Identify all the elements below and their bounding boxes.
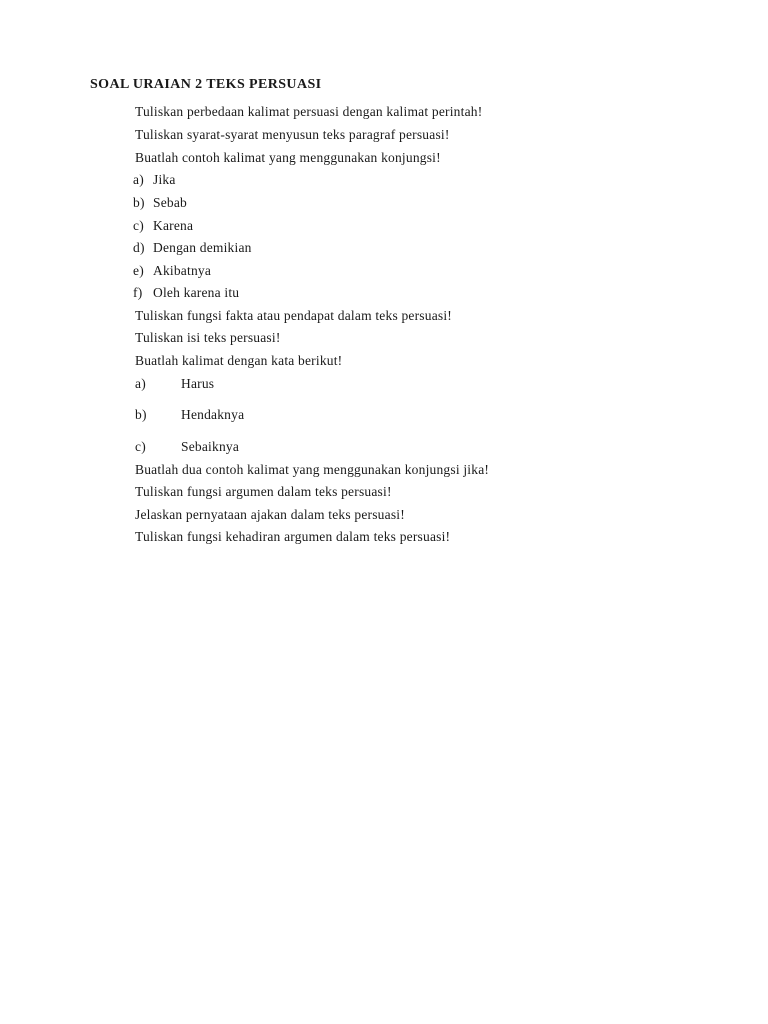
question-text: Buatlah dua contoh kalimat yang menggunakan konjungsi jika! <box>135 462 490 477</box>
question-text: Jelaskan pernyataan ajakan dalam teks persuasi! <box>135 507 405 522</box>
sub-item-label: b) <box>135 407 147 422</box>
sub-item-label: a) <box>135 376 146 391</box>
question-text: Tuliskan isi teks persuasi! <box>135 330 281 345</box>
sub-item-text: Hendaknya <box>181 407 245 422</box>
question-text: Tuliskan syarat-syarat menyusun teks paragraf persuasi! <box>135 127 450 142</box>
question-text: Tuliskan fungsi fakta atau pendapat dalam teks persuasi! <box>135 308 452 323</box>
sub-item-label: c) <box>133 218 144 233</box>
question-text: Tuliskan fungsi argumen dalam teks persuasi! <box>135 484 392 499</box>
sub-item-text: Harus <box>181 376 215 391</box>
question-text: Tuliskan fungsi kehadiran argumen dalam teks persuasi! <box>135 529 451 544</box>
sub-item-text: Dengan demikian <box>153 240 252 255</box>
sub-item-text: Oleh karena itu <box>153 285 240 300</box>
sub-item-label: e) <box>133 263 144 278</box>
sub-item-label: a) <box>133 172 144 187</box>
question-text: Buatlah kalimat dengan kata berikut! <box>135 353 343 368</box>
sub-item-text: Karena <box>153 218 194 233</box>
sub-item-text: Akibatnya <box>153 263 212 278</box>
sub-item-label: c) <box>135 439 146 454</box>
sub-item-label: d) <box>133 240 145 255</box>
question-text: Buatlah contoh kalimat yang menggunakan konjungsi! <box>135 150 441 165</box>
sub-item-text: Sebaiknya <box>181 439 240 454</box>
sub-item-label: b) <box>133 195 145 210</box>
sub-item-text: Sebab <box>153 195 187 210</box>
sub-item-text: Jika <box>153 172 176 187</box>
question-text: Tuliskan perbedaan kalimat persuasi dengan kalimat perintah! <box>135 104 483 119</box>
document-title: SOAL URAIAN 2 TEKS PERSUASI <box>90 77 322 92</box>
sub-item-label: f) <box>133 285 143 300</box>
